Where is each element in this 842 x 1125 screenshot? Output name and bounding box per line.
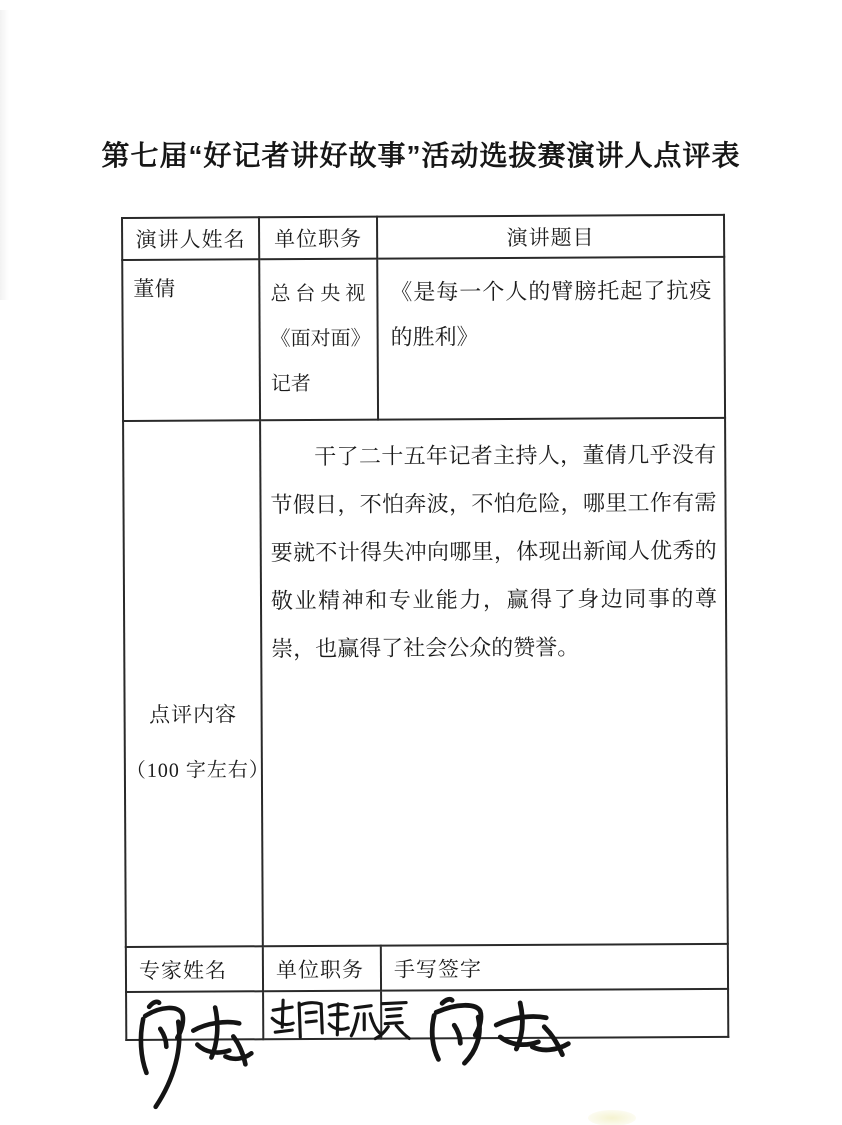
footer-label-row <box>126 944 728 992</box>
speaker-name-cell <box>122 259 260 421</box>
header-unit-title: 单位职务 <box>259 217 377 260</box>
header-speaker-name: 演讲人姓名 <box>122 217 259 260</box>
unit-line-2: 《面对面》 <box>270 327 371 351</box>
review-label-line2: （100 字左右） <box>125 759 270 782</box>
signature-row <box>126 989 728 1040</box>
header-speech-topic: 演讲题目 <box>377 215 724 259</box>
speech-topic: 《是每一个人的臂膀托起了抗疫的胜利》 <box>390 277 712 350</box>
speaker-row <box>122 257 725 421</box>
review-label-line1: 点评内容 <box>149 702 238 727</box>
hand-handwritten-signature-icon <box>420 991 590 1068</box>
footer-expert-name-label: 专家姓名 <box>126 946 263 992</box>
unit-signature-cell <box>263 991 381 1040</box>
footer-unit-title-label: 单位职务 <box>263 946 381 992</box>
expert-handwritten-signature-icon <box>133 994 264 1113</box>
review-label-cell <box>123 420 270 947</box>
scan-smudge-artifact <box>588 1110 636 1125</box>
review-content-text: 干了二十五年记者主持人，董倩几乎没有节假日，不怕奔波，不怕危险，哪里工作有需要就不计得失冲向哪里，体现出新闻人优秀的敬业精神和专业能力，赢得了身边同事的尊崇，也赢得了社会公众的赞誉。 <box>270 441 718 662</box>
review-content-cell <box>260 418 728 946</box>
review-row <box>123 418 728 947</box>
unit-line-1: 总 台 央 视 <box>270 282 366 306</box>
table-header-row <box>122 215 724 260</box>
speaker-unit-cell <box>259 259 378 421</box>
speaker-name: 董倩 <box>133 276 176 301</box>
review-form-table <box>121 214 729 1041</box>
unit-line-3: 记者 <box>270 373 311 396</box>
document-title: 第七届“好记者讲好故事”活动选拔赛演讲人点评表 <box>101 140 741 171</box>
speech-topic-cell <box>377 257 725 420</box>
expert-signature-cell <box>126 991 263 1040</box>
footer-hand-signature-label: 手写签字 <box>381 944 728 991</box>
hand-signature-cell <box>381 989 728 1039</box>
